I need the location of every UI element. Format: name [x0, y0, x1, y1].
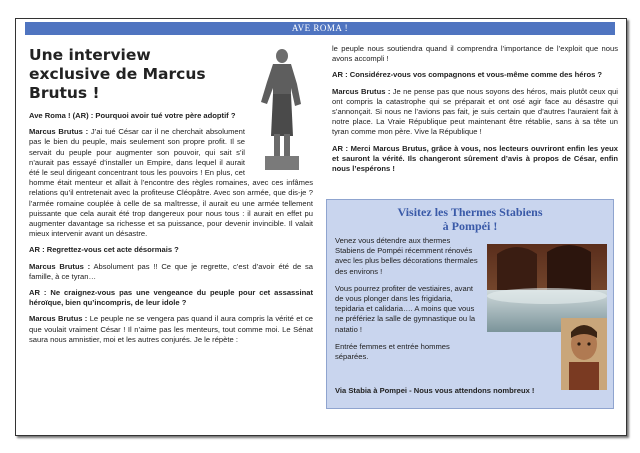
interview-answer [332, 87, 618, 138]
article-title: Une interview exclusive de Marcus Brutus ! [29, 46, 206, 102]
advert-text [335, 236, 481, 369]
interview-answer [29, 314, 313, 345]
interview-question: Ave Roma ! (AR) : Pourquoi avoir tué votre père adoptif ? [29, 111, 236, 120]
banner: AVE ROMA ! [25, 22, 615, 35]
advert-paragraph: Vous pourrez profiter de vestiaires, avant de vous plonger dans les frigidaria, tepidaria et calidaria…. A moins que vous ne préfériez la salle de gymnastique ou la natatio ! [335, 283, 476, 334]
answer-continuation: le peuple nous soutiendra quand il comprendra l’importance de l’exploit que nous avons accompli ! [332, 44, 618, 64]
answer-text: Absolument pas !! Ce que je regrette, c’est d’avoir été de sa famille, à ce tyran… [29, 261, 313, 281]
advert-paragraph: Venez vous détendre aux thermes Stabiens de Pompéi récemment rénovés avec les plus belles décorations thermales des environs ! [335, 236, 478, 276]
answer-text: Je ne pense pas que nous soyons des héros, mais plutôt ceux qui ont compris la catastrophe qui se préparait et ont osé agir face au désastre qui s’annonçait. Si nous ne l’avions pas fait, je suis certain que d’autres l’auraient fait à notre place. La Vraie République peut maintenant être rétablie, sans à sa tête un tyran comme mon père. Vive la République ! [332, 86, 618, 137]
advert-title [327, 205, 613, 233]
left-column [29, 44, 313, 351]
caesar-statue-image [251, 44, 313, 172]
speaker-label: Marcus Brutus : [332, 86, 391, 96]
right-column [332, 44, 618, 180]
interview-question: AR : Merci Marcus Brutus, grâce à vous, nos lecteurs ouvriront enfin les yeux et sauront la vérité. Ils changeront sûrement d’avis à propos de César, enfin nous l’espérons ! [332, 143, 618, 174]
speaker-label: Marcus Brutus : [29, 127, 89, 137]
speaker-label: Marcus Brutus : [29, 314, 88, 324]
answer-text: Le peuple ne se vengera pas quand il aura compris la vérité et ce que voulait vraiment César ! Il n’aime pas les menteurs, tout comme moi. Le Sénat saura nous amnistier, moi et les autres conjurés. Je le répète : [29, 314, 313, 344]
advert-footer: Via Stabia à Pompei - Nous vous attendons nombreux ! [335, 386, 535, 395]
right-body [332, 44, 618, 174]
mosaic-portrait-image [561, 318, 607, 390]
interview-answer [29, 262, 313, 282]
interview-question: AR : Considérez-vous vos compagnons et vous-même comme des héros ? [332, 70, 603, 80]
advert-title-line1: Visitez les Thermes Stabiens [397, 205, 543, 219]
speaker-label: Marcus Brutus : [29, 261, 91, 271]
advert-paragraph: Entrée femmes et entrée hommes séparées. [335, 341, 450, 362]
interview-question: AR : Regrettez-vous cet acte désormais ? [29, 245, 179, 255]
interview-question: AR : Ne craignez-vous pas une vengeance du peuple pour cet assassinat héroïque, bien qu’incompris, de leur idole ? [29, 288, 313, 308]
advert-title-line2: à Pompéi ! [442, 219, 498, 233]
thermes-advert [326, 199, 614, 409]
answer-text: J’ai tué César car il ne cherchait absolument pas le bien du peuple, mais seulement son propre profit. Il se servait du peuple pour augmenter son pouvoir, qui sait s’il n’aurait pas essayé d’installer un Empire, dans lequel il aurait été le seul dirigeant concentrant tous les pouvoirs ! En plus, cet homme était menteur et allait à l’encontre des règles romaines, avec ces infâmes relations qu’il entretenait avec la profiteuse Cléopâtre. Avec son armée, que dis-je ? l’armée romaine couplée à celle de sa maîtresse, il aurait eu une armée tellement puissante que cela aurait été trop dangereux pour nous tous : il aurait en effet pu augmenter davantage sa richesse et sa puissance, pour devenir invincible. Il valait mieux intervenir avant un désastre. [29, 127, 313, 239]
